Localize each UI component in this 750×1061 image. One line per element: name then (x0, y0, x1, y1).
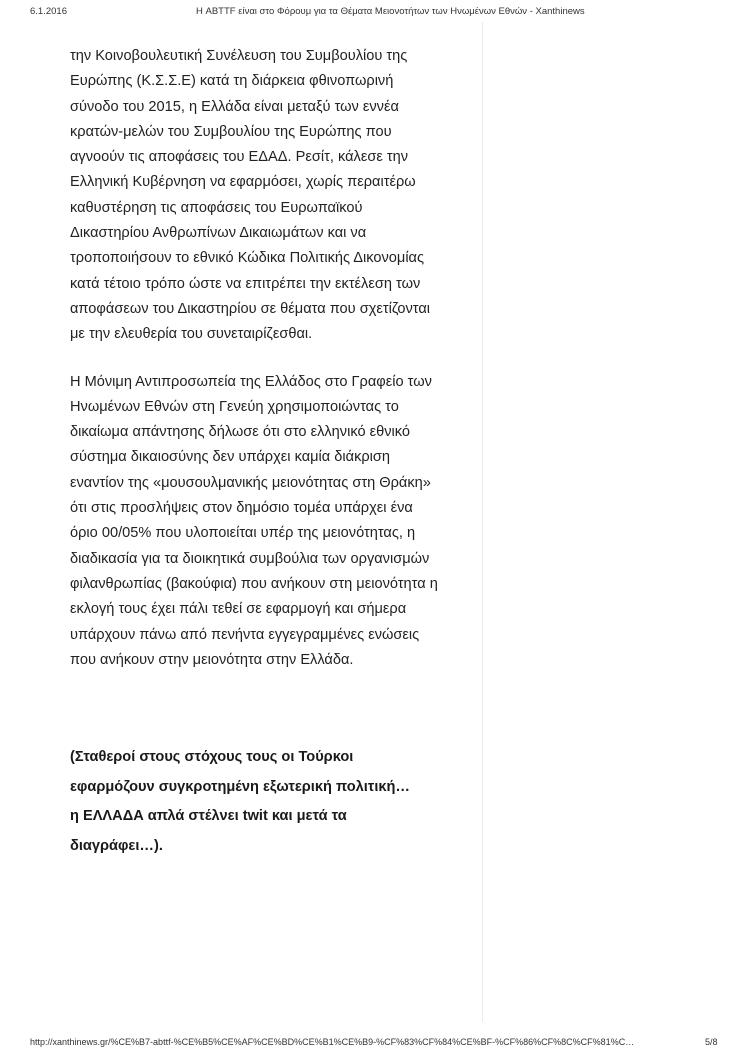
print-date: 6.1.2016 (30, 6, 67, 17)
text-line: δικαίωμα απάντησης δήλωσε ότι στο ελληνικό εθνικό (70, 424, 411, 441)
text-line: σύστημα δικαιοσύνης δεν υπάρχει καμία διάκριση (70, 449, 391, 466)
text-line: σύνοδο του 2015, η Ελλάδα είναι μεταξύ των εννέα (70, 98, 399, 115)
text-line: Δικαστηρίου Ανθρωπίνων Δικαιωμάτων και να (70, 225, 367, 242)
text-line: αποφάσεων του Δικαστηρίου σε θέματα που σχετίζονται (70, 300, 430, 317)
text-line: η ΕΛΛΑΔΑ απλά στέλνει twit και μετά τα (70, 808, 347, 825)
text-line: όριο 00/05% που υλοποιείται υπέρ της μειονότητας, η (70, 525, 416, 542)
article-body (70, 44, 470, 861)
text-line: εναντίον της «μουσουλμανικής μειονότητας στη Θράκη» (70, 474, 431, 491)
text-line: διαγράφει…). (70, 837, 163, 854)
page-number: 5/8 (705, 1037, 718, 1047)
text-line: με την ελευθερία του συνεταιρίζεσθαι. (70, 326, 313, 343)
text-line: Η Μόνιμη Αντιπροσωπεία της Ελλάδος στο Γραφείο των (70, 373, 432, 390)
text-line: (Σταθεροί στους στόχους τους οι Τούρκοι (70, 749, 354, 766)
bold-commentary (70, 743, 470, 861)
text-line: τροποποιήσουν το εθνικό Κώδικα Πολιτικής Δικονομίας (70, 250, 425, 267)
text-line: Ελληνική Κυβέρνηση να εφαρμόσει, χωρίς περαιτέρω (70, 174, 416, 191)
text-line: ότι στις προσλήψεις στον δημόσιο τομέα υπάρχει ένα (70, 500, 413, 517)
text-line: φιλανθρωπίας (βακούφια) που ανήκουν στη μειονότητα η (70, 575, 438, 592)
print-url: http://xanthinews.gr/%CE%B7-abttf-%CE%B5%CE%AF%CE%BD%CE%B1%CE%B9-%CF%83%CF%84%CE%BF-%CF%86%CF%8C%CF%81%C… (30, 1037, 635, 1047)
text-line: διαδικασία για τα διοικητικά συμβούλια των οργανισμών (70, 550, 430, 567)
text-line: που ανήκουν στην μειονότητα στην Ελλάδα. (70, 651, 354, 668)
text-line: υπάρχουν πάνω από πενήντα εγγεγραμμένες ενώσεις (70, 626, 420, 643)
paragraph-1 (70, 44, 470, 348)
text-line: κατά τέτοιο τρόπο ώστε να επιτρέπει την εκτέλεση των (70, 275, 421, 292)
paragraph-2 (70, 370, 470, 674)
column-divider (482, 22, 483, 1022)
text-line: αγνοούν τις αποφάσεις του ΕΔΑΔ. Ρεσίτ, κάλεσε την (70, 149, 409, 166)
text-line: Ευρώπης (Κ.Σ.Σ.Ε) κατά τη διάρκεια φθινοπωρινή (70, 73, 394, 90)
text-line: Ηνωμένων Εθνών στη Γενεύη χρησιμοποιώντας το (70, 398, 399, 415)
text-line: καθυστέρηση τις αποφάσεις του Ευρωπαϊκού (70, 199, 363, 216)
text-line: εκλογή τους έχει πάλι τεθεί σε εφαρμογή και σήμερα (70, 601, 407, 618)
print-page-title: Η ABTTF είναι στο Φόρουμ για τα Θέματα Μειονοτήτων των Ηνωμένων Εθνών - Xanthinews (196, 6, 585, 17)
text-line: κρατών-μελών του Συμβουλίου της Ευρώπης που (70, 123, 392, 140)
text-line: εφαρμόζουν συγκροτημένη εξωτερική πολιτική… (70, 778, 411, 795)
text-line: την Κοινοβουλευτική Συνέλευση του Συμβουλίου της (70, 48, 408, 64)
